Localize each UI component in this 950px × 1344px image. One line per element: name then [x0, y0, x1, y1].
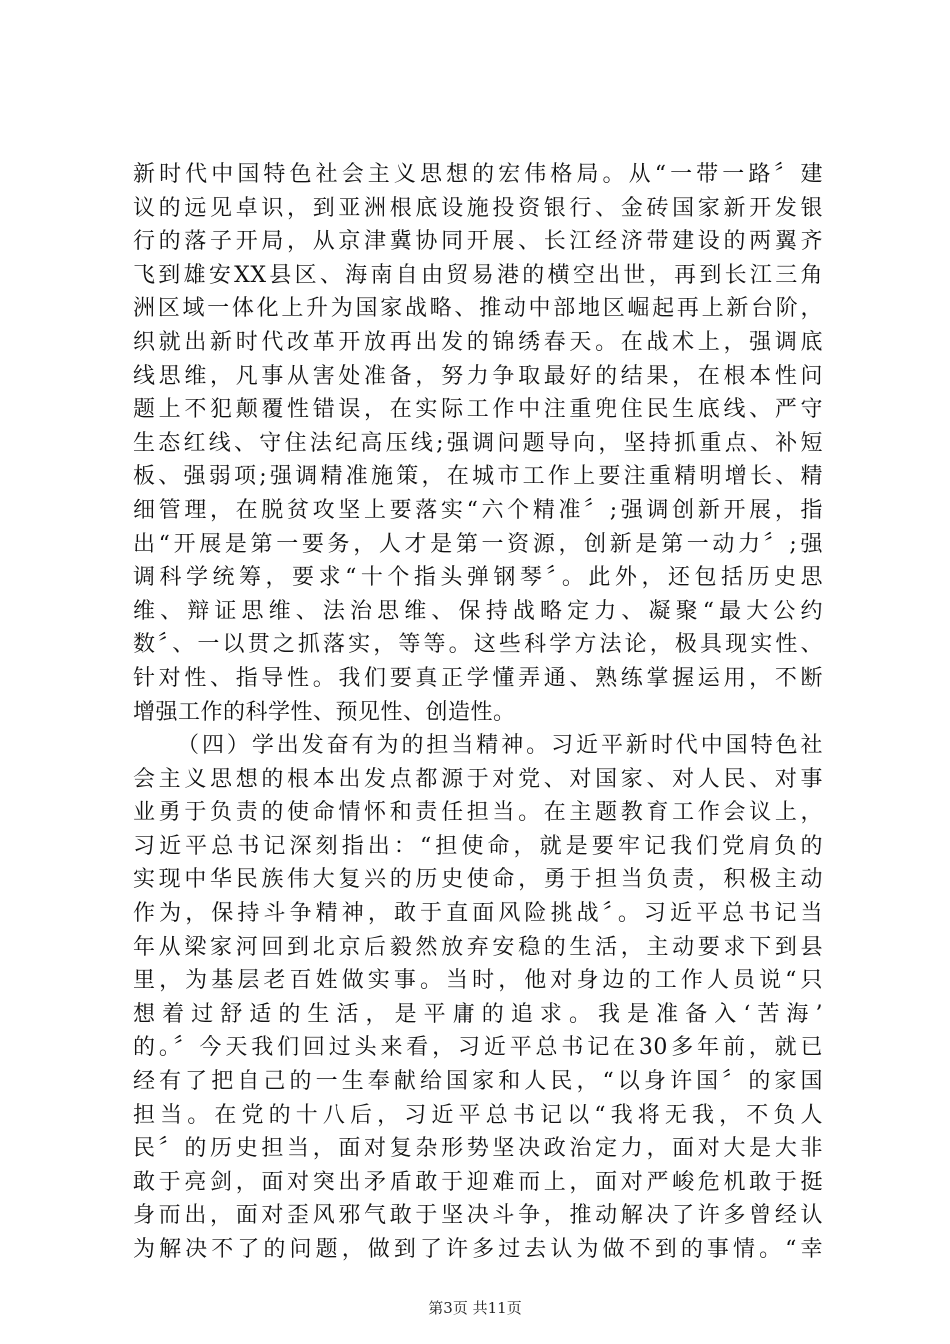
document-body — [133, 158, 823, 1267]
text-line: （四）学出发奋有为的担当精神。习近平新时代中国特色社 — [177, 733, 823, 759]
text-line: 实现中华民族伟大复兴的历史使命，勇于担当负责，积极主动 — [133, 867, 823, 893]
text-line: 针对性、指导性。我们要真正学懂弄通、熟练掌握运用，不断 — [133, 665, 823, 691]
text-line: 想着过舒适的生活，是平庸的追求。我是准备入‘苦海’ — [133, 1001, 823, 1027]
text-line: 维、辩证思维、法治思维、保持战略定力、凝聚“最大公约 — [133, 598, 823, 624]
text-line: 经有了把自己的一生奉献给国家和人民，“以身许国〞的家国 — [133, 1069, 823, 1095]
text-line: 里，为基层老百姓做实事。当时，他对身边的工作人员说“只 — [133, 968, 823, 994]
text-line: 议的远见卓识，到亚洲根底设施投资银行、金砖国家新开发银 — [133, 195, 823, 221]
text-line: 出“开展是第一要务，人才是第一资源，创新是第一动力〞;强 — [133, 531, 823, 557]
text-line: 行的落子开局，从京津冀协同开展、长江经济带建设的两翼齐 — [133, 229, 823, 255]
text-line: 身而出，面对歪风邪气敢于坚决斗争，推动解决了许多曾经认 — [133, 1203, 823, 1229]
text-line: 担当。在党的十八后，习近平总书记以“我将无我，不负人 — [133, 1102, 823, 1128]
text-line: 新时代中国特色社会主义思想的宏伟格局。从“一带一路〞建 — [133, 162, 823, 187]
text-line: 习近平总书记深刻指出：“担使命，就是要牢记我们党肩负的 — [133, 833, 823, 859]
text-line: 民〞的历史担当，面对复杂形势坚决政治定力，面对大是大非 — [133, 1136, 823, 1162]
text-line: 调科学统筹，要求“十个指头弹钢琴〞。此外，还包括历史思 — [133, 565, 823, 591]
paragraph-methodology — [133, 158, 823, 729]
text-line: 年从梁家河回到北京后毅然放弃安稳的生活，主动要求下到县 — [133, 934, 823, 960]
text-line: 敢于亮剑，面对突出矛盾敢于迎难而上，面对严峻危机敢于挺 — [133, 1169, 823, 1195]
page-number-footer: 第3页 共11页 — [428, 1299, 522, 1317]
text-line: 数〞、一以贯之抓落实，等等。这些科学方法论，极具现实性、 — [133, 632, 823, 658]
text-line: 细管理，在脱贫攻坚上要落实“六个精准〞;强调创新开展，指 — [133, 497, 823, 523]
text-line: 会主义思想的根本出发点都源于对党、对国家、对人民、对事 — [133, 766, 823, 792]
text-line: 板、强弱项;强调精准施策，在城市工作上要注重精明增长、精 — [133, 464, 823, 490]
text-line: 增强工作的科学性、预见性、创造性。 — [133, 699, 516, 725]
text-line: 作为，保持斗争精神，敢于直面风险挑战〞。习近平总书记当 — [133, 901, 823, 927]
text-line: 洲区域一体化上升为国家战略、推动中部地区崛起再上新台阶， — [133, 296, 823, 322]
text-line: 线思维，凡事从害处准备，努力争取最好的结果，在根本性问 — [133, 363, 823, 389]
paragraph-responsibility — [133, 729, 823, 1267]
text-line: 业勇于负责的使命情怀和责任担当。在主题教育工作会议上， — [133, 800, 823, 826]
text-line: 题上不犯颠覆性错误，在实际工作中注重兜住民生底线、严守 — [133, 397, 823, 423]
text-line: 织就出新时代改革开放再出发的锦绣春天。在战术上，强调底 — [133, 329, 823, 355]
text-line: 生态红线、守住法纪高压线;强调问题导向，坚持抓重点、补短 — [133, 430, 823, 456]
text-line: 飞到雄安XX县区、海南自由贸易港的横空出世，再到长江三角 — [133, 262, 823, 288]
text-line: 为解决不了的问题，做到了许多过去认为做不到的事情。“幸 — [133, 1237, 823, 1262]
text-line: 的。〞今天我们回过头来看，习近平总书记在30多年前，就已 — [133, 1035, 823, 1061]
